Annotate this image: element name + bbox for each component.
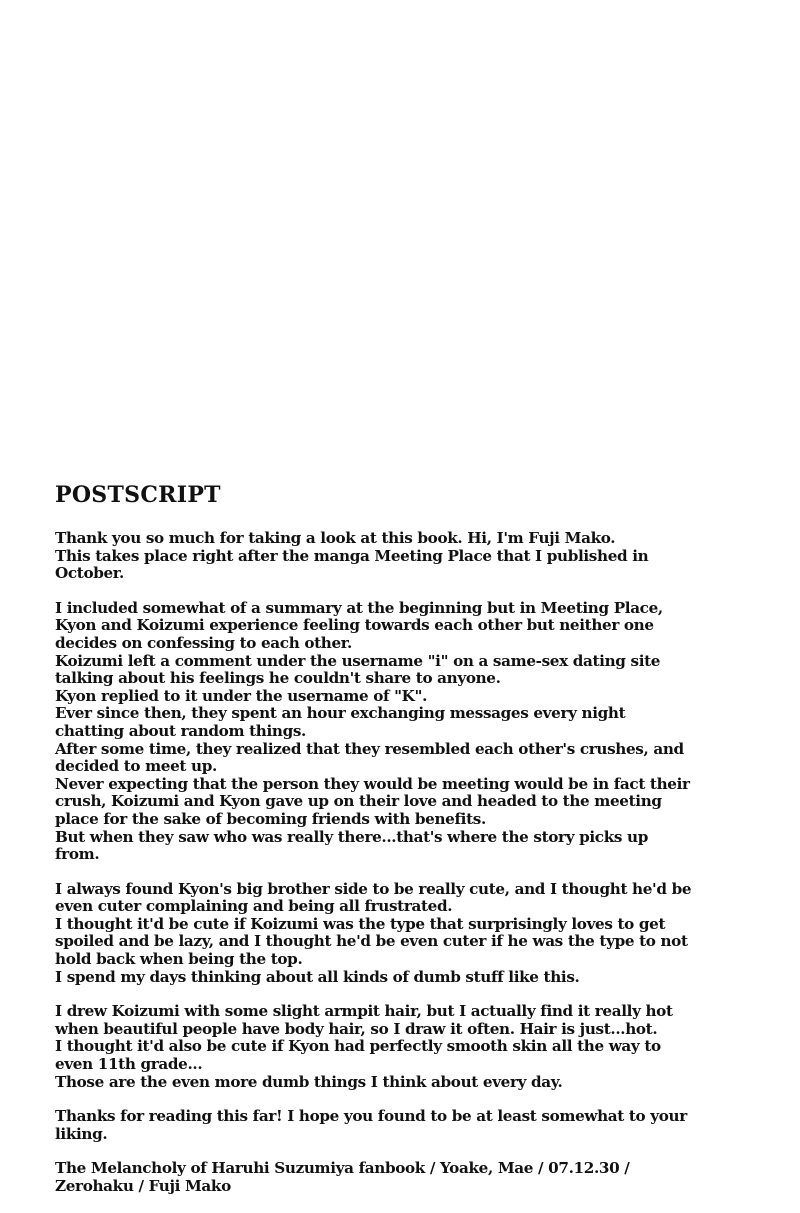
paragraph-thanks	[55, 1108, 695, 1143]
paragraph-characters	[55, 881, 695, 987]
postscript-section	[55, 480, 695, 1213]
text-line: This takes place right after the manga Meeting Place that I published in October.	[55, 546, 649, 583]
text-line: Those are the even more dumb things I think about every day.	[55, 1072, 563, 1091]
text-line: The Melancholy of Haruhi Suzumiya fanbook / Yoake, Mae / 07.12.30 / Zerohaku / Fuji Mako	[55, 1159, 630, 1195]
text-line: Kyon replied to it under the username of "K".	[55, 686, 428, 705]
text-line: Ever since then, they spent an hour exchanging messages every night chatting about random things.	[55, 704, 626, 740]
text-line: Never expecting that the person they would be meeting would be in fact their crush, Koizumi and Kyon gave up on their love and headed to the meeting place for the sake of becoming friends with benefits.	[55, 774, 690, 828]
paragraph-summary	[55, 600, 695, 864]
text-line: I thought it'd be cute if Koizumi was the type that surprisingly loves to get spoiled and be lazy, and I thought he'd be even cuter if he was the type to not hold back when being the top.	[55, 914, 688, 969]
page-title: POSTSCRIPT	[55, 482, 221, 508]
text-line: Thank you so much for taking a look at this book. Hi, I'm Fuji Mako.	[55, 529, 616, 547]
text-line: After some time, they realized that they resembled each other's crushes, and decided to meet up.	[55, 739, 684, 776]
text-line: But when they saw who was really there...that's where the story picks up from.	[55, 827, 648, 864]
text-line: I drew Koizumi with some slight armpit hair, but I actually find it really hot when beautiful people have body hair, so I draw it often. Hair is just...hot.	[55, 1002, 673, 1038]
text-line: Koizumi left a comment under the username "i" on a same-sex dating site talking about his feelings he couldn't share to anyone.	[55, 651, 661, 688]
text-line: I always found Kyon's big brother side to be really cute, and I thought he'd be even cuter complaining and being all frustrated.	[55, 879, 692, 916]
paragraph-colophon	[55, 1160, 695, 1195]
text-line: Thanks for reading this far! I hope you found to be at least somewhat to your liking.	[55, 1107, 687, 1143]
text-line: I spend my days thinking about all kinds of dumb stuff like this.	[55, 967, 580, 986]
paragraph-details	[55, 1003, 695, 1091]
text-line: I included somewhat of a summary at the beginning but in Meeting Place, Kyon and Koizumi experience feeling towards each other but neither one decides on confessing to each other.	[55, 598, 663, 652]
text-line: I thought it'd also be cute if Kyon had perfectly smooth skin all the way to even 11th grade...	[55, 1037, 661, 1074]
paragraph-intro	[55, 530, 695, 583]
